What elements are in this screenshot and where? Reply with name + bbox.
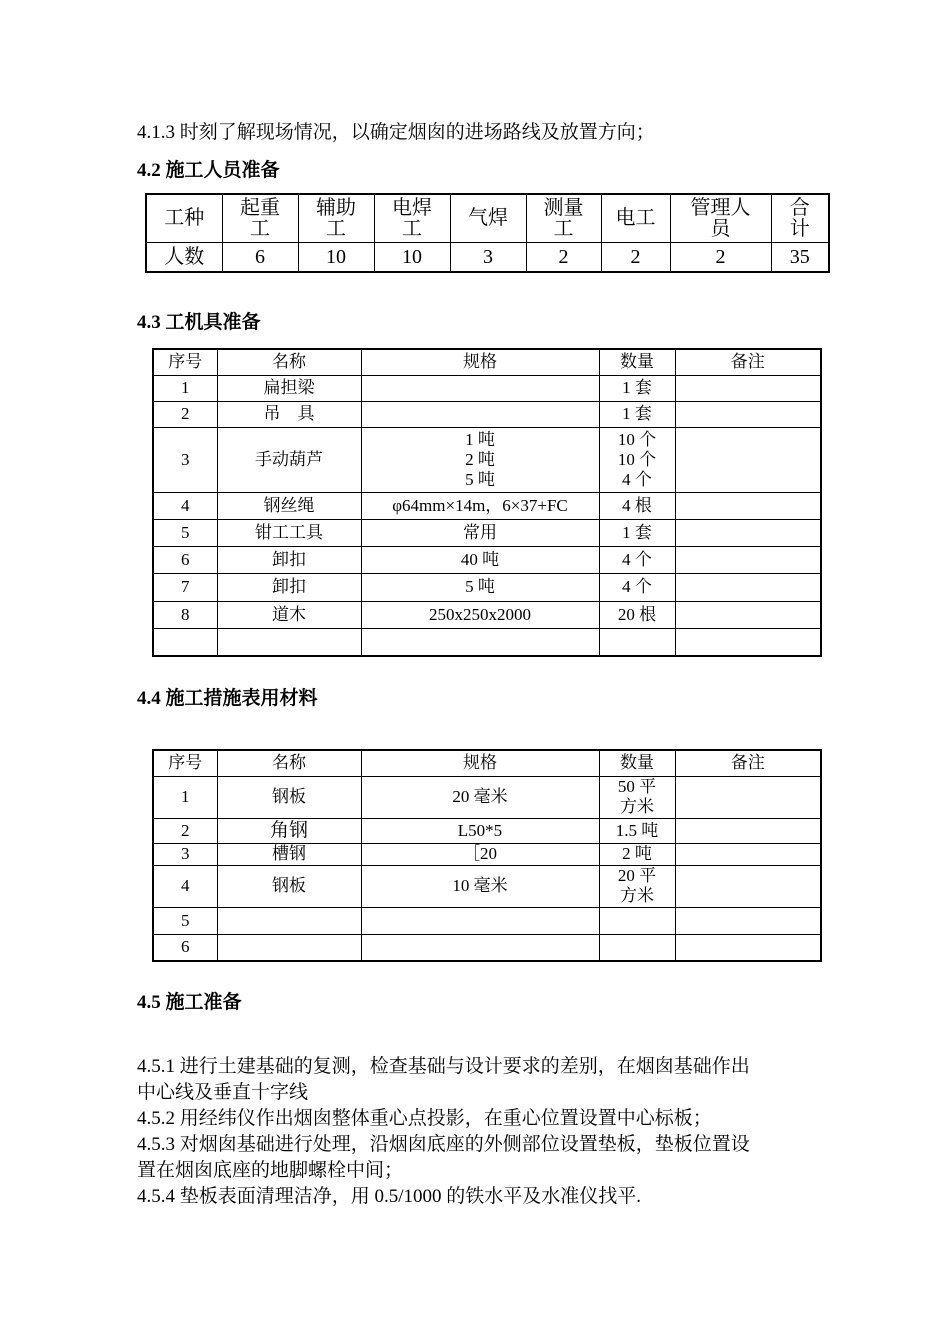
table-cell: 1	[153, 375, 217, 401]
table-row	[153, 401, 821, 427]
table-cell: 5	[153, 519, 217, 546]
materials-header-cell: 序号	[153, 750, 217, 776]
table-cell: 20 根	[599, 601, 675, 628]
table-cell: 手动葫芦	[217, 427, 361, 492]
table-cell: 3	[153, 427, 217, 492]
table-cell: 道木	[217, 601, 361, 628]
table-row	[153, 865, 821, 907]
table-row	[153, 628, 821, 656]
staff-col-name: 电焊 工	[374, 194, 450, 243]
table-cell	[217, 934, 361, 961]
tools-header-cell: 序号	[153, 349, 217, 375]
table-cell	[675, 776, 821, 818]
table-cell	[675, 519, 821, 546]
table-row	[153, 375, 821, 401]
table-cell	[675, 427, 821, 492]
table-cell	[599, 934, 675, 961]
table-cell: ［20	[361, 843, 599, 865]
table-cell	[217, 907, 361, 934]
staff-col-name: 电工	[601, 194, 670, 243]
table-cell: 2 吨	[599, 843, 675, 865]
table-cell: 钢板	[217, 865, 361, 907]
tools-header-cell: 名称	[217, 349, 361, 375]
table-cell: 50 平 方米	[599, 776, 675, 818]
tools-table	[152, 348, 822, 657]
table-cell: 5	[153, 907, 217, 934]
table-cell: 4	[153, 492, 217, 519]
table-row	[153, 934, 821, 961]
table-cell: 常用	[361, 519, 599, 546]
table-row	[153, 843, 821, 865]
staff-count: 2	[670, 243, 771, 273]
staff-count: 35	[771, 243, 829, 273]
text-line: 4.5.1 进行土建基础的复测，检查基础与设计要求的差别，在烟囱基础作出	[137, 1056, 750, 1077]
table-cell: 10 毫米	[361, 865, 599, 907]
staff-table	[145, 193, 830, 273]
staff-count: 2	[526, 243, 601, 273]
table-cell	[675, 934, 821, 961]
heading-4-5: 4.5 施工准备	[137, 992, 242, 1013]
heading-4-2: 4.2 施工人员准备	[137, 160, 280, 181]
table-cell: 卸扣	[217, 546, 361, 573]
table-cell	[675, 546, 821, 573]
materials-header-cell: 数量	[599, 750, 675, 776]
table-cell: 1 吨 2 吨 5 吨	[361, 427, 599, 492]
table-cell: 1 套	[599, 375, 675, 401]
staff-col-name: 管理人 员	[670, 194, 771, 243]
table-cell	[675, 375, 821, 401]
table-cell	[599, 628, 675, 656]
staff-col-name: 起重 工	[222, 194, 298, 243]
table-cell	[675, 818, 821, 843]
table-cell: 1	[153, 776, 217, 818]
table-cell: 吊 具	[217, 401, 361, 427]
table-row	[153, 776, 821, 818]
staff-count: 10	[374, 243, 450, 273]
staff-header-label: 工种	[146, 194, 222, 243]
table-cell: 卸扣	[217, 573, 361, 601]
staff-count: 2	[601, 243, 670, 273]
materials-header-cell: 名称	[217, 750, 361, 776]
text-line: 置在烟囱底座的地脚螺栓中间；	[137, 1160, 404, 1181]
table-cell: 3	[153, 843, 217, 865]
table-cell: φ64mm×14m，6×37+FC	[361, 492, 599, 519]
text-line: 4.5.3 对烟囱基础进行处理，沿烟囱底座的外侧部位设置垫板，垫板位置设	[137, 1134, 750, 1155]
table-cell: 角钢	[217, 818, 361, 843]
table-cell	[361, 934, 599, 961]
table-cell	[217, 628, 361, 656]
table-cell	[675, 865, 821, 907]
staff-header-row	[146, 194, 829, 243]
table-cell: 1 套	[599, 519, 675, 546]
staff-col-name: 辅助 工	[298, 194, 374, 243]
table-cell	[675, 492, 821, 519]
table-cell: 2	[153, 818, 217, 843]
table-cell: 4 个	[599, 573, 675, 601]
staff-count: 6	[222, 243, 298, 273]
table-cell	[675, 401, 821, 427]
table-cell: 1 套	[599, 401, 675, 427]
text-line: 4.5.4 垫板表面清理洁净，用 0.5/1000 的铁水平及水准仪找平.	[137, 1186, 642, 1207]
table-cell: 20 毫米	[361, 776, 599, 818]
table-cell	[675, 573, 821, 601]
text-line: 4.5.2 用经纬仪作出烟囱整体重心点投影，在重心位置设置中心标板；	[137, 1108, 712, 1129]
table-cell: 20 平 方米	[599, 865, 675, 907]
table-cell: 250x250x2000	[361, 601, 599, 628]
table-row	[153, 427, 821, 492]
table-cell	[675, 907, 821, 934]
table-cell: 5 吨	[361, 573, 599, 601]
table-cell	[675, 628, 821, 656]
table-cell: 钳工工具	[217, 519, 361, 546]
table-cell	[599, 907, 675, 934]
table-cell: 40 吨	[361, 546, 599, 573]
table-cell: 8	[153, 601, 217, 628]
staff-count: 10	[298, 243, 374, 273]
heading-4-4: 4.4 施工措施表用材料	[137, 688, 318, 709]
table-row	[153, 573, 821, 601]
tools-header-cell: 数量	[599, 349, 675, 375]
staff-row-label: 人数	[146, 243, 222, 273]
table-cell: 钢丝绳	[217, 492, 361, 519]
table-cell: 槽钢	[217, 843, 361, 865]
table-row	[153, 601, 821, 628]
staff-col-name: 合 计	[771, 194, 829, 243]
table-cell: 6	[153, 546, 217, 573]
text-line: 中心线及垂直十字线	[137, 1082, 309, 1103]
table-cell: L50*5	[361, 818, 599, 843]
table-cell	[361, 401, 599, 427]
table-row	[153, 492, 821, 519]
materials-header-cell: 规格	[361, 750, 599, 776]
table-cell	[361, 907, 599, 934]
tools-header-row	[153, 349, 821, 375]
table-cell: 4	[153, 865, 217, 907]
heading-4-3: 4.3 工机具准备	[137, 312, 261, 333]
staff-count: 3	[450, 243, 526, 273]
table-cell: 扁担梁	[217, 375, 361, 401]
table-cell: 4 个	[599, 546, 675, 573]
table-cell: 2	[153, 401, 217, 427]
table-row	[153, 818, 821, 843]
table-cell: 1.5 吨	[599, 818, 675, 843]
table-cell	[675, 843, 821, 865]
table-cell	[361, 628, 599, 656]
staff-count-row	[146, 243, 829, 273]
table-cell: 4 根	[599, 492, 675, 519]
table-row	[153, 907, 821, 934]
table-row	[153, 519, 821, 546]
staff-col-name: 测量 工	[526, 194, 601, 243]
tools-header-cell: 规格	[361, 349, 599, 375]
materials-header-cell: 备注	[675, 750, 821, 776]
table-cell: 6	[153, 934, 217, 961]
materials-table	[152, 749, 822, 962]
materials-header-row	[153, 750, 821, 776]
table-cell	[675, 601, 821, 628]
intro-line: 4.1.3 时刻了解现场情况，以确定烟囱的进场路线及放置方向；	[137, 122, 655, 143]
table-cell: 10 个 10 个 4 个	[599, 427, 675, 492]
table-cell	[361, 375, 599, 401]
table-row	[153, 546, 821, 573]
staff-col-name: 气焊	[450, 194, 526, 243]
table-cell	[153, 628, 217, 656]
tools-header-cell: 备注	[675, 349, 821, 375]
table-cell: 钢板	[217, 776, 361, 818]
table-cell: 7	[153, 573, 217, 601]
